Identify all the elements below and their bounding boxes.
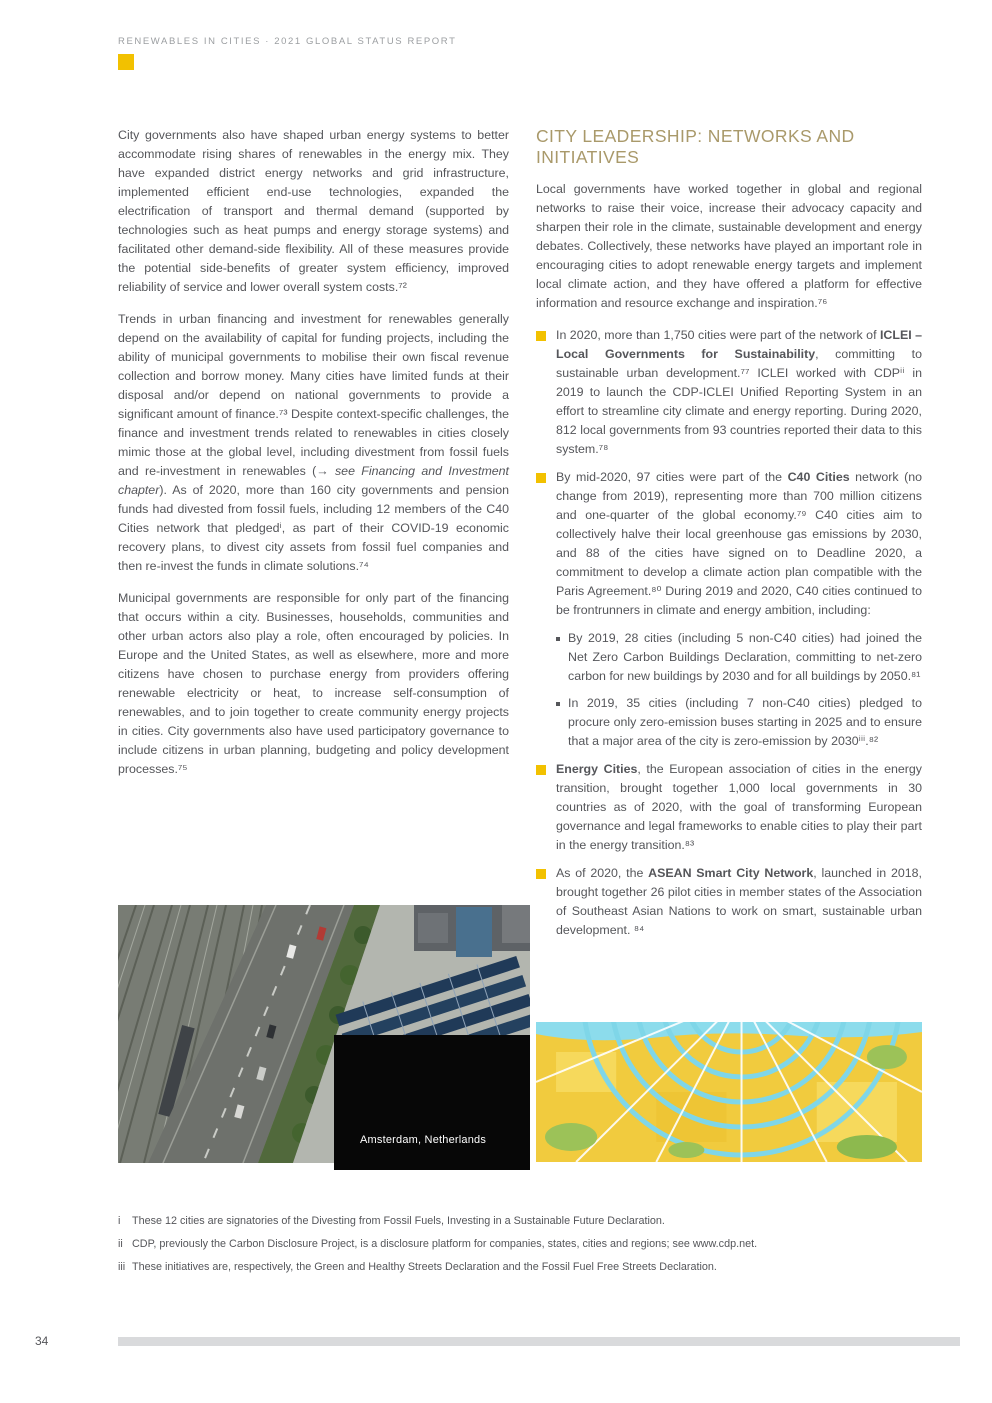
bullet-bold-term: C40 Cities (787, 470, 850, 484)
right-column (536, 126, 922, 949)
bullet-text (556, 760, 922, 855)
footer-rule (118, 1337, 960, 1346)
sub-bullet-net-zero-buildings (556, 629, 922, 686)
bullet-bold-term: Energy Cities (556, 762, 638, 776)
bullet-text-pre: In 2020, more than 1,750 cities were part of the network of (556, 328, 880, 342)
footnote-text: These 12 cities are signatories of the Divesting from Fossil Fuels, Investing in a Sustainable Future Declaration. (132, 1215, 665, 1227)
bullet-text-post: network (no change from 2019), representing more than 700 million citizens and one-quarter of the global economy.⁷⁹ C40 cities aim to collectively halve their local greenhouse gas emissions by 2030, and 88 of the cities have signed on to Deadline 2020, a commitment to develop a climate action plan compatible with the Paris Agreement.⁸⁰ During 2019 and 2020, C40 cities continued to be frontrunners in climate and energy ambition, including: (556, 470, 922, 617)
accent-square-icon (118, 54, 134, 70)
bullet-item-asean (536, 864, 922, 940)
footnote-ii (118, 1237, 858, 1251)
bullet-item-iclei (536, 326, 922, 459)
paragraph-energy-systems: City governments also have shaped urban energy systems to better accommodate rising shares of renewables in the energy mix. They have expanded district energy networks and grid infrastructure, implemented efficient end-use technologies, expanded the electrification of transport and thermal demand (supported by technologies such as heat pumps and energy storage systems) and facilitated other demand-side flexibility. All of these measures provide the potential side-benefits of greater system efficiency, improved reliability of service and lower overall system costs.⁷² (118, 128, 509, 294)
sub-bullet-text: In 2019, 35 cities (including 7 non-C40 cities) pledged to procure only zero-emission buses starting in 2025 and to ensure that a major area of the city is zero-emission by 2030ⁱⁱⁱ.⁸² (568, 696, 922, 748)
bullet-item-c40 (536, 468, 922, 620)
section-heading: CITY LEADERSHIP: NETWORKS AND INITIATIVES (536, 126, 855, 167)
page-number: 34 (35, 1334, 49, 1348)
bullet-text (556, 864, 922, 940)
city-map-image (536, 1022, 922, 1162)
bullet-text-post: , launched in 2018, brought together 26 pilot cities in member states of the Association of Southeast Asian Nations to work on smart, sustainable urban development. ⁸⁴ (556, 866, 922, 937)
aerial-photo-image (118, 905, 530, 1163)
paragraph-municipal-governments: Municipal governments are responsible for only part of the financing that occurs within a city. Businesses, households, communities and other urban actors also play a role, often encouraged by policies. In Europe and the United States, as well as elsewhere, more and more citizens have chosen to purchase energy from providers offering renewable electricity or heat, to increase self-consumption of renewables, and to join together to create community energy projects in cities. City governments also have used participatory governance to include citizens in urban planning, budgeting and policy development processes.⁷⁵ (118, 591, 509, 776)
footnote-marker: i (118, 1215, 121, 1227)
bullet-text-pre: By mid-2020, 97 cities were part of the (556, 470, 788, 484)
photo-caption: Amsterdam, Netherlands (360, 1134, 487, 1146)
cross-reference-italic: see Financing and Investment chapter (118, 464, 509, 497)
paragraph-text: Trends in urban financing and investment for renewables generally depend on the availability of capital for funding projects, including the ability of municipal governments to mobilise their own fiscal revenue collection and borrow money. Many cities have limited funds at their disposal and/or depend on national governments to provide a significant amount of finance.⁷³ Despite context-specific challenges, the finance and investment trends related to renewables in cities closely mimic those at the global level, including divestment from fossil fuels and re-investment in renewables (→ (118, 312, 509, 478)
footnote-text: These initiatives are, respectively, the Green and Healthy Streets Declaration and the Fossil Fuel Free Streets Declaration. (132, 1261, 717, 1273)
paragraph-text: ). As of 2020, more than 160 city governments and pension funds had divested from fossil fuels, including 12 members of the C40 Cities network that pledgedⁱ, as part of their COVID-19 economic recovery plans, to divest city assets from fossil fuel companies and then re-invest the funds in climate solutions.⁷⁴ (118, 483, 509, 573)
bullet-bold-term: ICLEI – Local Governments for Sustainability (556, 328, 923, 361)
bullet-bold-term: ASEAN Smart City Network (648, 866, 814, 880)
bullet-square-icon (536, 473, 546, 483)
report-running-header: RENEWABLES IN CITIES · 2021 GLOBAL STATUS REPORT (118, 36, 457, 47)
footnote-text: CDP, previously the Carbon Disclosure Project, is a disclosure platform for companies, states, cities and regions; see www.cdp.net. (132, 1238, 758, 1250)
footnote-marker: iii (118, 1261, 126, 1273)
footnote-marker: ii (118, 1238, 123, 1250)
paragraph-networks-intro: Local governments have worked together in global and regional networks to raise their voice, increase their advocacy capacity and sharpen their role in the climate, sustainable development and energy debates. Collectively, these networks have played an important role in encouraging cities to adopt renewable energy targets and implement local climate action, and they have offered a platform for effective information and resource exchange and inspiration.⁷⁶ (536, 182, 922, 310)
bullet-text-post: , committing to sustainable urban development.⁷⁷ ICLEI worked with CDPⁱⁱ in 2019 to launch the CDP-ICLEI Unified Reporting System in an effort to streamline city climate and energy reporting. During 2020, 812 local governments from 93 countries reported their data to this system.⁷⁸ (556, 347, 922, 456)
left-column (118, 126, 509, 792)
footnote-iii (118, 1260, 858, 1274)
city-map-graphic (536, 1022, 922, 1162)
footnote-i (118, 1214, 858, 1228)
bullet-text (556, 326, 922, 459)
bullet-text-post: , the European association of cities in the energy transition, brought together 1,000 local governments in 30 countries as of 2020, with the goal of transforming European governance and legal frameworks to enable cities to play their part in the energy transition.⁸³ (556, 762, 922, 852)
sub-bullet-zero-emission-buses (556, 694, 922, 751)
photo-caption-box (334, 1035, 530, 1170)
sub-bullet-list (556, 629, 922, 751)
sub-bullet-square-icon (556, 637, 560, 641)
bullet-text (556, 468, 922, 620)
footnotes (118, 1214, 858, 1283)
sub-bullet-square-icon (556, 702, 560, 706)
bullet-text-pre: As of 2020, the (556, 866, 649, 880)
sub-bullet-text: By 2019, 28 cities (including 5 non-C40 cities) had joined the Net Zero Carbon Buildings Declaration, committing to net-zero carbon for new buildings by 2030 and for all buildings by 2050.⁸¹ (568, 631, 922, 683)
bullet-square-icon (536, 869, 546, 879)
bullet-square-icon (536, 331, 546, 341)
paragraph-financing-trends (118, 310, 509, 576)
bullet-square-icon (536, 765, 546, 775)
bullet-item-energy-cities (536, 760, 922, 855)
